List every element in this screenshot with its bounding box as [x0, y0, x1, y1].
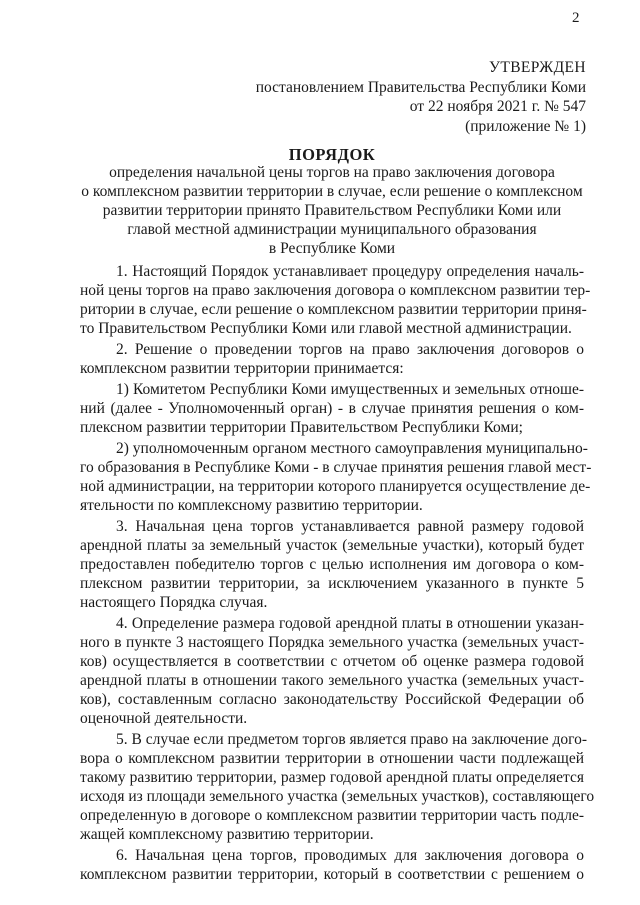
- paragraph: [80, 846, 584, 884]
- paragraph: [80, 614, 584, 728]
- paragraph-line: го образования в Республике Коми - в случае принятия решения главой мест-: [80, 459, 592, 476]
- page-number: 2: [572, 10, 580, 26]
- paragraph-line: 2) уполномоченным органом местного самоуправления муниципально-: [116, 440, 588, 457]
- paragraph-line: арендной платы за земельный участок (земельные участки), который будет: [80, 537, 584, 554]
- paragraph-line: ной цены торгов на право заключения договора о комплексном развитии тер-: [80, 282, 591, 299]
- paragraph-line: определенную в договоре о комплексном развитии территории часть подле-: [80, 807, 584, 824]
- paragraph-line: ритории в случае, если решение о комплексном развитии территории приня-: [80, 301, 587, 318]
- paragraph-line: 3. Начальная цена торгов устанавливается равной размеру годовой: [116, 518, 584, 535]
- paragraph-line: вора о комплексном развитии территории в отношении части подлежащей: [80, 750, 584, 767]
- paragraph-line: ного в пункте 3 настоящего Порядка земельного участка (земельных участ-: [80, 634, 584, 651]
- document-body: [80, 262, 595, 886]
- paragraph-line: ков), составленным согласно законодательству Российской Федерации об: [80, 691, 584, 708]
- paragraph-line: то Правительством Республики Коми или главой местной администрации.: [80, 320, 572, 337]
- paragraph-line: исходя из площади земельного участка (земельных участков), составляющего: [80, 788, 595, 805]
- paragraph-line: ков) осуществляется в соответствии с отчетом об оценке размера годовой: [80, 653, 584, 670]
- subtitle-line: развитии территории принято Правительством Республики Коми или: [102, 202, 562, 219]
- approval-line-1: постановлением Правительства Республики Коми: [255, 78, 586, 96]
- paragraph-line: плексном развитии территории, за исключением указанного в пункте 5: [80, 575, 584, 592]
- paragraph-line: жащей комплексному развитию территории.: [80, 826, 374, 843]
- document-subtitle: [80, 163, 584, 258]
- paragraph-line: 5. В случае если предметом торгов является право на заключение дого-: [116, 731, 587, 748]
- paragraph-line: ний (далее - Уполномоченный орган) - в случае принятия решения о ком-: [80, 400, 584, 417]
- paragraph: [80, 380, 584, 437]
- paragraph-line: комплексном развитии территории, который в соответствии с решением о: [80, 866, 584, 883]
- approval-line-3: (приложение № 1): [465, 117, 586, 135]
- paragraph-line: оценочной деятельности.: [80, 710, 248, 727]
- document-title: ПОРЯДОК: [288, 145, 376, 164]
- paragraph-line: такому развитию территории, размер годовой арендной платы определяется: [80, 769, 584, 786]
- paragraph: [80, 340, 584, 378]
- approval-heading: УТВЕРЖДЕН: [488, 59, 586, 76]
- subtitle-line: о комплексном развитии территории в случае, если решение о комплексном: [81, 183, 583, 200]
- paragraph-line: 1. Настоящий Порядок устанавливает процедуру определения началь-: [116, 263, 584, 280]
- paragraph: [80, 517, 584, 612]
- subtitle-line: главой местной администрации муниципального образования: [127, 221, 537, 238]
- paragraph-line: комплексном развитии территории принимается:: [80, 360, 404, 377]
- paragraph-line: ной администрации, на территории которого планируется осуществление де-: [80, 478, 591, 495]
- paragraph-line: 6. Начальная цена торгов, проводимых для заключения договора о: [116, 847, 584, 864]
- paragraph: [80, 439, 592, 515]
- subtitle-line: определения начальной цены торгов на право заключения договора: [109, 164, 555, 181]
- paragraph: [80, 730, 595, 844]
- paragraph-line: 4. Определение размера годовой арендной платы в отношении указан-: [116, 615, 584, 632]
- paragraph-line: предоставлен победителю торгов с целью исполнения им договора о ком-: [80, 556, 584, 573]
- paragraph-line: плексном развитии территории Правительством Республики Коми;: [80, 419, 523, 436]
- paragraph-line: 1) Комитетом Республики Коми имущественных и земельных отноше-: [116, 381, 584, 398]
- paragraph-line: настоящего Порядка случая.: [80, 594, 268, 611]
- subtitle-line: в Республике Коми: [268, 240, 396, 257]
- approval-line-2: от 22 ноября 2021 г. № 547: [409, 98, 586, 115]
- paragraph: [80, 262, 591, 338]
- paragraph-line: ятельности по комплексному развитию территории.: [80, 497, 423, 514]
- paragraph-line: 2. Решение о проведении торгов на право заключения договоров о: [116, 341, 584, 358]
- paragraph-line: арендной платы в отношении такого земельного участка (земельных участ-: [80, 672, 584, 689]
- approval-block: [186, 58, 586, 136]
